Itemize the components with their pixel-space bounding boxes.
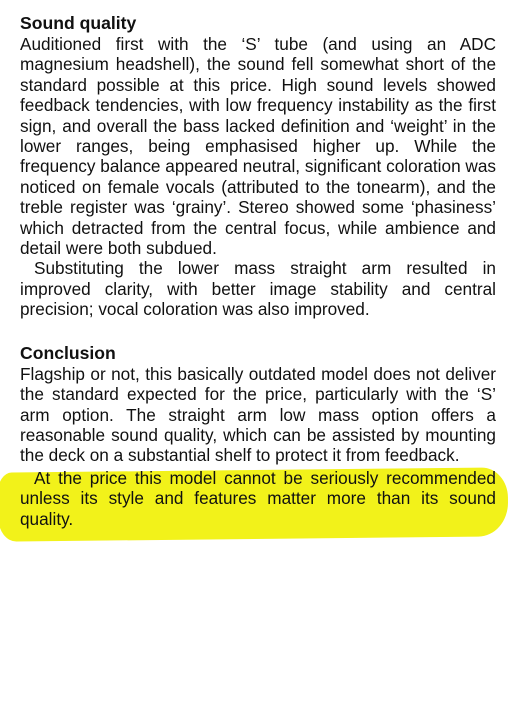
sound-quality-section (20, 12, 496, 320)
conclusion-section (20, 342, 496, 529)
sound-quality-paragraph-1: Auditioned first with the ‘S’ tube (and using an ADC magnesium headshell), the sound fell somewhat short of the standard possible at this price. High sound levels showed feedback tendencies, with low frequency instability as the first sign, and overall the bass lacked definition and ‘weight’ in the lower ranges, being emphasised higher up. While the frequency balance appeared neutral, significant coloration was noticed on female vocals (attributed to the tonearm), and the treble register was ‘grainy’. Stereo showed some ‘phasiness’ which detracted from the central focus, while ambience and detail were both subdued. (20, 34, 496, 259)
highlighted-verdict (20, 468, 496, 529)
conclusion-paragraph-1: Flagship or not, this basically outdated model does not deliver the standard expected for the price, particularly with the ‘S’ arm option. The straight arm low mass option offers a reasonable sound quality, which can be assisted by mounting the deck on a substantial shelf to protect it from feedback. (20, 363, 496, 466)
sound-quality-paragraph-2: Substituting the lower mass straight arm resulted in improved clarity, with better image stability and central precision; vocal coloration was also improved. (20, 258, 496, 320)
conclusion-heading: Conclusion (20, 342, 116, 363)
conclusion-paragraph-2: At the price this model cannot be seriously recommended unless its style and features matter more than its sound quality. (20, 467, 496, 529)
section-spacer (20, 320, 496, 342)
sound-quality-heading: Sound quality (20, 13, 137, 33)
